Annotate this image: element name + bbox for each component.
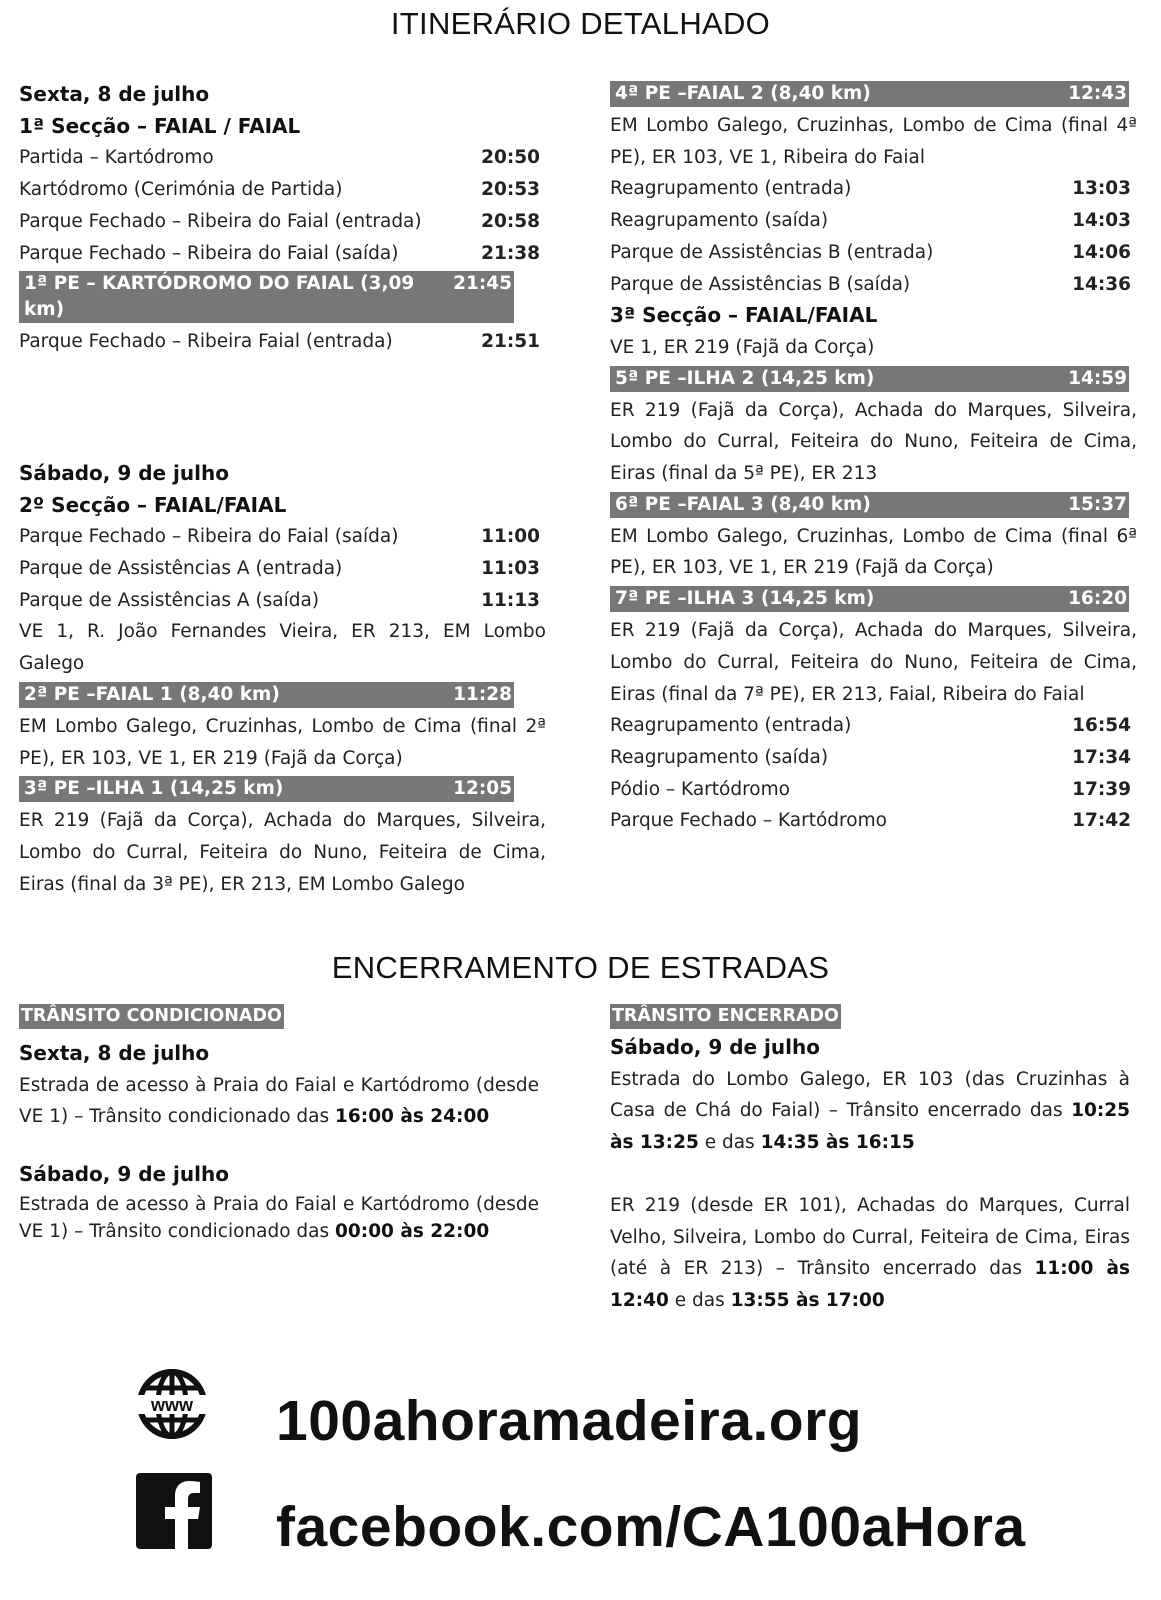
route-description: ER 219 (Fajã da Corça), Achada do Marques, Silveira, Lombo do Curral, Feiteira do Nuno, Feiteira de Cima, Eiras (final da 5ª PE), ER 213 (610, 399, 1137, 485)
stage-time: 11:28 (453, 683, 512, 705)
route-description: EM Lombo Galego, Cruzinhas, Lombo de Cima (final 2ª PE), ER 103, VE 1, ER 219 (Fajã da Corça) (19, 715, 546, 769)
stage-label: 4ª PE –FAIAL 2 (8,40 km) (615, 83, 871, 104)
stage-label: 6ª PE –FAIAL 3 (8,40 km) (615, 493, 871, 515)
row-time: 14:36 (1072, 273, 1131, 295)
row-time: 14:06 (1072, 241, 1131, 263)
route-description: VE 1, ER 219 (Fajã da Corça) (610, 336, 875, 358)
row-time: 11:00 (481, 526, 540, 548)
row-time: 17:42 (1072, 810, 1131, 832)
stage-time: 21:45 (453, 273, 512, 295)
itinerary-left-column (19, 79, 546, 900)
schedule-row (19, 521, 546, 553)
closure-desc: Estrada do Lombo Galego, ER 103 (das Cruzinhas à Casa de Chá do Faial) – Trânsito encerrado das (610, 1068, 1130, 1122)
row-label: Kartódromo (Cerimónia de Partida) (19, 179, 343, 201)
row-time: 17:34 (1072, 746, 1131, 768)
www-globe-icon (136, 1368, 208, 1440)
stage-time: 14:59 (1068, 367, 1127, 389)
stage-label: 7ª PE –ILHA 3 (14,25 km) (615, 588, 875, 610)
schedule-row (19, 142, 546, 174)
conditioned-traffic-tag: TRÂNSITO CONDICIONADO (19, 1004, 284, 1029)
stage-time: 15:37 (1068, 493, 1127, 515)
closure-text (19, 1070, 539, 1133)
row-time: 17:39 (1072, 778, 1131, 800)
row-time: 16:54 (1072, 715, 1131, 737)
row-time: 20:50 (481, 147, 540, 169)
row-label: Parque Fechado – Ribeira Faial (entrada) (19, 331, 393, 353)
route-description: VE 1, R. João Fernandes Vieira, ER 213, EM Lombo Galego (19, 621, 546, 675)
closure-time: 14:35 às 16:15 (760, 1132, 915, 1154)
closure-text (610, 1064, 1130, 1159)
closure-text (610, 1190, 1130, 1317)
stage-label: 3ª PE –ILHA 1 (14,25 km) (24, 778, 284, 800)
row-time: 14:03 (1072, 210, 1131, 232)
special-stage-bar (610, 492, 1129, 518)
closures-title: ENCERRAMENTO DE ESTRADAS (331, 950, 830, 985)
schedule-row (19, 553, 546, 585)
route-description: ER 219 (Fajã da Corça), Achada do Marques, Silveira, Lombo do Curral, Feiteira do Nuno, Feiteira de Cima, Eiras (final da 7ª PE), ER 213, Faial, Ribeira do Faial (610, 620, 1137, 705)
closure-time: 10:25 às 13:25 (610, 1100, 1130, 1154)
row-label: Reagrupamento (saída) (610, 210, 829, 232)
closure-text (19, 1191, 539, 1245)
row-label: Reagrupamento (entrada) (610, 178, 852, 200)
schedule-row (610, 742, 1137, 774)
closure-desc: ER 219 (desde ER 101), Achadas do Marques, Curral Velho, Silveira, Lombo do Curral, Feiteira de Cima, Eiras (até à ER 213) – Trânsito encerrado das (610, 1194, 1130, 1280)
section-heading: 2º Secção – FAIAL/FAIAL (19, 492, 287, 517)
facebook-link[interactable]: facebook.com/CA100aHora (276, 1495, 1026, 1559)
row-label: Parque de Assistências A (saída) (19, 589, 320, 611)
row-label: Pódio – Kartódromo (610, 778, 790, 800)
special-stage-bar (610, 81, 1129, 107)
closure-desc: Estrada de acesso à Praia do Faial e Kartódromo (desde VE 1) – Trânsito condicionado das (19, 1193, 539, 1242)
closure-time: 11:00 às 12:40 (610, 1258, 1131, 1311)
schedule-row (19, 206, 546, 238)
row-time: 13:03 (1072, 178, 1131, 200)
website-link[interactable]: 100ahoramadeira.org (276, 1389, 863, 1453)
stage-label: 2ª PE –FAIAL 1 (8,40 km) (24, 683, 280, 705)
schedule-row (19, 585, 546, 617)
special-stage-bar (610, 586, 1129, 612)
row-label: Partida – Kartódromo (19, 147, 214, 169)
row-label: Reagrupamento (saída) (610, 746, 829, 768)
row-time: 20:58 (481, 210, 540, 232)
stage-time: 16:20 (1068, 588, 1127, 610)
schedule-row (19, 238, 546, 270)
row-label: Parque de Assistências A (entrada) (19, 558, 343, 580)
row-time: 11:03 (481, 558, 540, 580)
schedule-row (610, 774, 1137, 806)
schedule-row (610, 269, 1137, 301)
day-heading: Sábado, 9 de julho (19, 1162, 229, 1187)
facebook-icon (136, 1473, 212, 1549)
schedule-row (610, 173, 1137, 205)
closure-desc: e das (698, 1132, 761, 1154)
stage-label: 5ª PE –ILHA 2 (14,25 km) (615, 367, 875, 389)
stage-label: 1ª PE – KARTÓDROMO DO FAIAL (3,09 km) (24, 273, 415, 321)
closure-desc: Estrada de acesso à Praia do Faial e Kartódromo (desde VE 1) – Trânsito condicionado das (19, 1074, 539, 1128)
closure-desc: e das (668, 1289, 731, 1311)
row-label: Parque Fechado – Ribeira do Faial (saída) (19, 526, 399, 548)
row-time: 11:13 (481, 589, 540, 611)
route-description: ER 219 (Fajã da Corça), Achada do Marques, Silveira, Lombo do Curral, Feiteira do Nuno, Feiteira de Cima, Eiras (final da 3ª PE), ER 213, EM Lombo Galego (19, 810, 546, 895)
schedule-row (19, 174, 546, 206)
closure-time: 00:00 às 22:00 (335, 1220, 490, 1242)
row-time: 21:38 (481, 242, 540, 264)
closed-traffic-block (610, 1000, 1130, 1317)
row-label: Parque Fechado – Kartódromo (610, 810, 887, 832)
row-time: 20:53 (481, 179, 540, 201)
schedule-row (610, 237, 1137, 269)
section-heading: 1ª Secção – FAIAL / FAIAL (19, 113, 301, 138)
svg-text:www: www (150, 1395, 194, 1415)
special-stage-bar (19, 776, 514, 802)
row-label: Parque de Assistências B (saída) (610, 273, 911, 295)
row-label: Reagrupamento (entrada) (610, 715, 852, 737)
conditioned-traffic-block (19, 1000, 539, 1245)
special-stage-bar (19, 682, 514, 708)
day-heading: Sábado, 9 de julho (19, 460, 229, 485)
day-heading: Sexta, 8 de julho (19, 1041, 210, 1065)
row-label: Parque Fechado – Ribeira do Faial (entrada) (19, 210, 422, 232)
closed-traffic-tag: TRÂNSITO ENCERRADO (610, 1004, 841, 1029)
route-description: EM Lombo Galego, Cruzinhas, Lombo de Cima (final 4ª PE), ER 103, VE 1, Ribeira do Faial (610, 115, 1137, 168)
row-label: Parque Fechado – Ribeira do Faial (saída) (19, 242, 399, 264)
schedule-row (610, 710, 1137, 742)
closure-time: 13:55 às 17:00 (730, 1289, 885, 1311)
stage-time: 12:05 (453, 778, 512, 800)
schedule-row (19, 326, 546, 358)
schedule-row (610, 205, 1137, 237)
page-title: ITINERÁRIO DETALHADO (390, 6, 771, 41)
row-time: 21:51 (481, 331, 540, 353)
row-label: Parque de Assistências B (entrada) (610, 241, 934, 263)
section-heading: 3ª Secção – FAIAL/FAIAL (610, 303, 878, 328)
special-stage-bar (610, 366, 1129, 392)
itinerary-right-column (610, 79, 1137, 837)
day-heading: Sábado, 9 de julho (610, 1035, 820, 1059)
day-heading: Sexta, 8 de julho (19, 82, 210, 106)
closure-time: 16:00 às 24:00 (335, 1106, 490, 1128)
special-stage-bar (19, 271, 514, 323)
schedule-row (610, 805, 1137, 837)
route-description: EM Lombo Galego, Cruzinhas, Lombo de Cima (final 6ª PE), ER 103, VE 1, ER 219 (Fajã da Corça) (610, 525, 1137, 579)
stage-time: 12:43 (1068, 83, 1127, 104)
